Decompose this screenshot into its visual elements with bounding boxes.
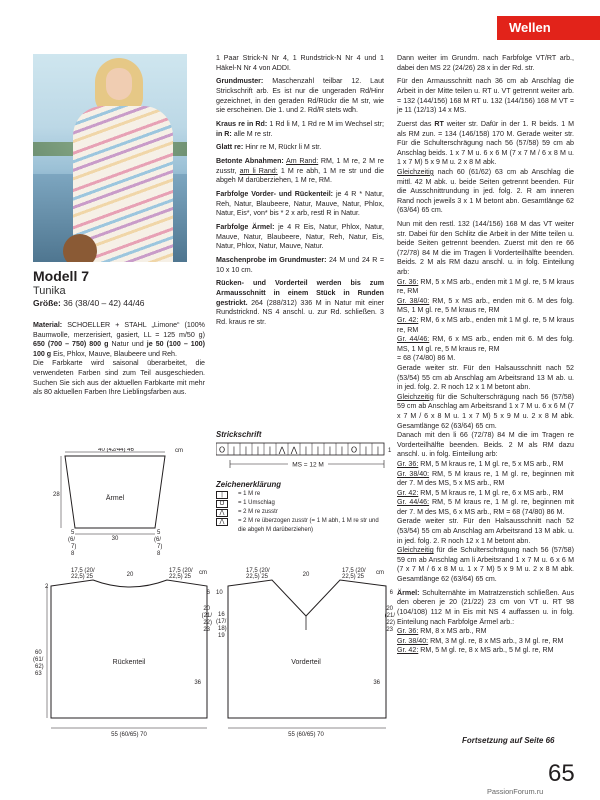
size-label: Gr. 38/40: <box>397 636 429 645</box>
back-r6: 6 <box>206 590 210 596</box>
model-title: Modell 7 <box>33 268 90 284</box>
kraus-label: Kraus re in Rd: <box>216 119 268 128</box>
photo-face <box>106 68 132 100</box>
sleeve-unit: cm <box>175 448 183 454</box>
back-sh2: 17,5 (20/ <box>169 568 193 574</box>
material-note: Die Farbkarte wird saisonal überarbeitet, die verwendeten Farben sind zum Teil ausgeschieden. Suchen Sie sich aus der aktuellen Farbkarte mit mehr als 80 aktuellen Farben Ihre Lieblingsfarben aus. <box>33 359 205 397</box>
back-r20: 20 <box>203 606 210 612</box>
sleeve-left-d: 8 <box>71 551 75 557</box>
front-l19: 19 <box>218 633 225 639</box>
size-label: Gr. 38/40: <box>397 469 430 478</box>
text-paragraph <box>397 120 574 216</box>
size-label: Gr. 42: <box>397 646 419 655</box>
front-name: Vorderteil <box>291 659 321 666</box>
k2tog-symbol-icon: ⋀ <box>216 509 228 517</box>
chart-row-number: 1 <box>388 448 392 454</box>
back-sh2b: 22,5) 25 <box>169 574 192 580</box>
back-l63: 63 <box>35 671 42 677</box>
material-amount-rest: Natur und <box>111 340 144 349</box>
farbfolge-arm-paragraph <box>216 223 384 252</box>
size-label: Gr. 38/40: <box>397 296 430 305</box>
text-span: für die Schulterschrägung nach 56 (57/58) 59 cm ab Anschlag am li Arbeitsrand 1 x 7 M u. 6 x 6 M (7 x 7 M / 6 x 8 M u. 1 x 7 M) 5 x 9 M u. 2 x 8 M abk. Gesamtlänge 62 (63/64) 65 cm. <box>397 546 574 584</box>
front-sh2: 17,5 (20/ <box>342 568 366 574</box>
yarn-over-symbol-icon: O <box>216 500 228 508</box>
back-r21: (21/ <box>201 613 212 619</box>
sleeve-schematic <box>33 448 193 560</box>
text-paragraph <box>397 220 574 585</box>
farbfolge-vr-paragraph <box>216 190 384 219</box>
strickschrift-title: Strickschrift <box>216 430 262 439</box>
page-number: 65 <box>548 760 575 787</box>
maschenprobe-paragraph <box>216 256 384 275</box>
text-span: Danach mit den li 66 (72/78) 84 M die im Tragen re Vorderteilhälfte beenden. Beids. 2 M als RM dazu anschl. u. in folg. Einteilung arb: <box>397 431 574 459</box>
text-span: Gerade weiter str. Für den Halsausschnitt nach 52 (53/54) 55 cm ab Anschlag am Arbeitsrand 13 M ab. u. in jed. folg. 2. R noch 12 x 1 M betont abn. <box>397 363 574 392</box>
legend-item <box>216 517 386 535</box>
chart-cell-symbol: ⋀ <box>290 445 298 455</box>
back-bottom: 55 (60/65) 70 <box>111 732 147 738</box>
abnahmen-rand-label: Am Rand: <box>286 157 319 166</box>
back-l60: 60 <box>35 650 42 656</box>
chart-cells <box>219 443 380 455</box>
knit-symbol-icon: | <box>216 491 228 499</box>
sleeve-left-a: 5 <box>71 530 75 536</box>
front-outline <box>228 580 386 718</box>
ruecken-vorder-label: Rücken- und Vorderteil werden bis zum Armausschnitt in einem Stück in Runden gestrickt. <box>216 279 384 307</box>
back-l61: (61/ <box>33 657 44 663</box>
text-bold: RT <box>434 119 444 128</box>
text-underline: Gleichzeitig <box>397 546 434 555</box>
sleeve-left-c: 7) <box>71 544 77 550</box>
sizes-label: Größe: <box>33 298 61 308</box>
size-label: Gr. 42: <box>397 488 419 497</box>
size-label: Gr. 36: <box>397 277 419 286</box>
kraus-r-text: alle M re str. <box>233 129 273 138</box>
text-span: weiter str. Dafür in der 1. R beids. 1 M als RM zun. = 134 (146/158) 170 M. Gerade weiter str. Für die Schulterschrägung nach 56 (57/58) 59 cm ab Anschlag beids. 1 x 7 M u. 6 x 6 M (7 x 7 M / 6 x 8 M u. 1 x 7 M) 5 x 9 M u. 2 x 8 M abk. <box>397 119 574 167</box>
text-span: für die Schulterschrägung nach 56 (57/58) 59 cm ab Anschlag am Arbeitsrand 1 x 7 M u. 6 x 6 M (7 x 7 M / 6 x 8 M u. 1 x 7 M) 5 x 9 M u. 2 x 8 M abk. Gesamtlänge 62 (63/64) 65 cm. <box>397 392 574 430</box>
sleeve-top-label: 40 (42/44) 46 <box>98 448 134 453</box>
sleeve-left-b: (6/ <box>68 537 76 543</box>
back-unit: cm <box>199 570 207 576</box>
ruecken-vorder-paragraph <box>216 279 384 327</box>
front-l17: (17/ <box>216 619 227 625</box>
front-r6: 6 <box>389 590 393 596</box>
material-amount: 650 (700 – 750) 800 g <box>33 340 109 349</box>
photo-guitar <box>63 234 97 262</box>
material-colors: Eis, Phlox, Mauve, Blaubeere und Reh. <box>53 349 177 358</box>
text-span: RM, 5 M kraus re, 1 M gl. re, beginnen mit der 7. M des MS, 6 x MS arb., RM = 68 (74/80) 86 M. <box>397 498 574 516</box>
chart-cell-symbol: | <box>364 445 368 455</box>
stitch-chart <box>216 442 398 472</box>
legend-text: = 2 M re zusstr <box>238 509 278 515</box>
chart-cell-symbol: | <box>268 445 272 455</box>
front-r21: (21/ <box>384 613 395 619</box>
front-sh1: 17,5 (20/ <box>246 568 270 574</box>
column-instructions <box>216 54 384 332</box>
ruecken-vorder-text: 264 (288/312) 336 M in Natur mit einer Rundstricknd. NS 4 anschl. u. zur Rd. schließen. 3 Rd. kraus re str. <box>216 298 384 326</box>
skpo-symbol-icon: ⋀ <box>216 518 228 526</box>
back-r36: 36 <box>194 680 201 686</box>
kraus-text: 1 Rd li M, 1 Rd re M im Wechsel str; <box>269 119 384 128</box>
chart-cell-symbol: | <box>340 445 344 455</box>
size-label: Gr. 36: <box>397 459 419 468</box>
abnahmen-rand-text: RM, 1 M re, 2 M re zusstr, <box>216 157 384 175</box>
chart-cell-symbol: ⋀ <box>278 445 286 455</box>
maschenprobe-label: Maschenprobe im Grundmuster: <box>216 256 327 264</box>
model-sizes <box>33 298 145 308</box>
chart-cell-symbol: O <box>218 445 226 455</box>
back-sh1b: 22,5) 25 <box>71 574 94 580</box>
legend-text: = 2 M re überzogen zusstr (= 1 M abh, 1 M re str und die abgeh M darüberziehen) <box>238 518 379 533</box>
text-paragraph: Für den Armausschnitt nach 36 cm ab Anschlag die Arbeit in der Mitte teilen u. RT u. VT getrennt weiter arb. = 132 (144/156) 168 M RT u. 132 (144/156) 168 M VT = je 11 (12/13) 14 x MS. <box>397 77 574 115</box>
needles-paragraph: 1 Paar Strick-N Nr 4, 1 Rundstrick-N Nr 4 und 1 Häkel-N Nr 4 von ADDI. <box>216 54 384 72</box>
material-text: SCHOELLER + STAHL „Limone“ (100% Baumwolle, merzerisiert, gasiert, LL = 125 m/50 g) <box>33 321 205 339</box>
back-l62: 62) <box>35 664 44 670</box>
abnahmen-label: Betonte Abnahmen: <box>216 157 284 166</box>
sleeve-bottom-label: 30 <box>111 536 119 542</box>
text-span: RM, 5 M gl. re, 8 x MS arb., 5 M gl. re, RM <box>420 646 554 655</box>
back-mid: 20 <box>126 572 134 578</box>
text-span: RM, 5 x MS arb., enden mit 1 M gl. re, 5 M kraus re, RM <box>397 277 574 296</box>
chart-cell-symbol: | <box>244 445 248 455</box>
sleeve-outline <box>65 456 165 528</box>
chart-cell-symbol: | <box>376 445 380 455</box>
legend-text: = 1 Umschlag <box>238 500 275 506</box>
front-l10: 10 <box>216 590 223 596</box>
glatt-paragraph <box>216 143 384 153</box>
sleeve-label: Ärmel: <box>397 588 420 597</box>
sleeve-height-label: 28 <box>53 492 60 498</box>
back-sh1: 17,5 (20/ <box>71 568 95 574</box>
kraus-r-label: in R: <box>216 129 232 138</box>
grundmuster-paragraph <box>216 77 384 115</box>
abnahmen-paragraph <box>216 157 384 186</box>
farbfolge-arm-label: Farbfolge Ärmel: <box>216 223 275 232</box>
legend <box>216 490 386 535</box>
sleeve-right-a: 5 <box>157 530 161 536</box>
legend-title: Zeichenerklärung <box>216 480 281 489</box>
text-paragraph <box>397 589 574 656</box>
front-r22: 22) <box>386 620 395 626</box>
front-bottom: 55 (60/65) 70 <box>288 732 324 738</box>
sleeve-right-b: (6/ <box>154 537 162 543</box>
legend-item <box>216 499 386 508</box>
legend-item <box>216 490 386 499</box>
text-span: RM, 5 M kraus re, 1 M gl. re, 5 x MS arb., RM <box>420 459 564 468</box>
kraus-paragraph <box>216 120 384 139</box>
text-paragraph: Dann weiter im Grundm. nach Farbfolge VT/RT arb., dabei den MS 22 (24/26) 28 x in der Rd. str. <box>397 54 574 72</box>
text-span: nach 60 (61/62) 63 cm ab Anschlag die mittl. 42 M abk. u. beide Seiten getrennt beenden. Für die Ausschnittrundung in jed. folg. 2. R am inneren Rand noch jeweils 3 x 1 M betont abn. Gesamtlänge 62 (63/64) 65 cm. <box>397 167 574 215</box>
front-l16: 16 <box>218 612 225 618</box>
back-name: Rückenteil <box>112 659 146 666</box>
text-span: Schulternähte im Matratzenstich schließen. Aus den oberen je 20 (21/22) 23 cm von VT u. RT 98 (104/108) 112 M in Eis mit NS 4 auffassen u. in folg. Einteilung nach Farbfolge Ärmel arb.: <box>397 588 574 626</box>
size-label: Gr. 42: <box>397 316 419 324</box>
material-paragraph <box>33 321 205 398</box>
text-span: RM, 3 M gl. re, 8 x MS arb., 3 M gl. re, RM <box>430 636 564 645</box>
sleeve-right-c: 7) <box>157 544 163 550</box>
text-span: = 68 (74/80) 86 M. <box>397 354 456 363</box>
front-r23: 23 <box>386 627 393 633</box>
chart-cell-symbol: | <box>316 445 320 455</box>
front-schematic <box>216 566 396 750</box>
front-mid: 20 <box>302 572 310 578</box>
abnahmen-li-text: 1 M re abh, 1 M re str und die abgeh M darüberziehen, 1 M re, RM. <box>216 166 384 185</box>
sleeve-right-d: 8 <box>157 551 161 557</box>
back-schematic <box>33 566 213 750</box>
text-span: RM, 5 M kraus re, 1 M gl. re, beginnen mit der 7. M des MS, 5 x MS arb., RM <box>397 469 574 488</box>
text-span: RM, 5 M kraus re, 1 M gl. re, 6 x MS arb., RM <box>420 488 564 497</box>
model-photo <box>33 54 187 262</box>
front-l18: 18) <box>218 626 227 632</box>
farbfolge-vr-text: je 4 R * Natur, Reh, Natur, Blaubeere, Natur, Mauve, Natur, Phlox, Natur, Eis*, von* bis * 2 x arb, restl R in Natur. <box>216 190 384 218</box>
chart-cell-symbol: | <box>328 445 332 455</box>
maschenprobe-text: 24 M und 24 R = 10 x 10 cm. <box>216 256 384 274</box>
text-span: Gerade weiter str. Für den Halsausschnitt nach 52 (53/54) 55 cm ab Anschlag am Arbeitsrand 13 M abk. u. in jed. folg. 2. R noch 12 x 1 M betont abn. <box>397 517 574 545</box>
text-span: RM, 5 x MS arb., enden mit 6. M des folg. MS, 1 M gl. re, 5 M kraus re, RM <box>397 296 574 315</box>
front-unit: cm <box>376 570 384 576</box>
legend-text: = 1 M re <box>238 491 261 497</box>
back-n2: 2 <box>45 584 49 590</box>
ms-label: MS = 12 M <box>292 461 324 469</box>
size-label: Gr. 36: <box>397 627 419 636</box>
glatt-label: Glatt re: <box>216 143 244 152</box>
back-r22: 22) <box>203 620 212 626</box>
size-label: Gr. 44/46: <box>397 498 430 507</box>
text-underline: Gleichzeitig <box>397 392 434 401</box>
text-span: RM, 6 x MS arb., enden mit 1 M gl. re, 5 M kraus re, RM <box>397 316 574 334</box>
chart-cell-symbol: O <box>350 445 358 455</box>
column-material <box>33 321 205 402</box>
abnahmen-li-label: am li Rand: <box>239 166 278 175</box>
sizes-value: 36 (38/40 – 42) 44/46 <box>63 298 145 308</box>
text-span: Nun mit den restl. 132 (144/156) 168 M das VT weiter str. Dabei für den Schlitz die Arbeit in der Mitte teilen u. beide Seiten getrennt beenden. Zuerst mit den re 66 (72/78) 84 M die im Tragen li Vorderteilhälfte beenden. Beids. 2 M als RM dazu anschl. u. in folg. Einteilung arb: <box>397 220 574 277</box>
front-sh2b: 22,5) 25 <box>342 574 365 580</box>
material-label: Material: <box>33 321 63 329</box>
chart-cell-symbol: | <box>256 445 260 455</box>
model-subtitle: Tunika <box>33 285 66 297</box>
back-outline <box>51 580 207 718</box>
front-sh1b: 22,5) 25 <box>246 574 269 580</box>
chart-cell-symbol: | <box>304 445 308 455</box>
continue-note: Fortsetzung auf Seite 66 <box>462 736 555 745</box>
farbfolge-arm-text: je 4 R Eis, Natur, Phlox, Natur, Mauve, Natur, Blaubeere, Natur, Reh, Natur, Eis, Natur, Phlox, Natur, Mauve, Natur. <box>216 223 384 251</box>
size-label: Gr. 44/46: <box>397 335 430 344</box>
text-span: Zuerst das <box>397 119 432 128</box>
text-span: RM, 6 x MS arb., enden mit 6. M des folg. MS, 1 M gl. re, 5 M kraus re, RM <box>397 335 574 353</box>
column-continued <box>397 54 574 660</box>
section-tab: Wellen <box>497 16 600 40</box>
grundmuster-label: Grundmuster: <box>216 77 264 86</box>
farbfolge-vr-label: Farbfolge Vorder- und Rückenteil: <box>216 190 334 199</box>
grundmuster-text: Maschenzahl teilbar 12. Laut Strickschrift arb. Es ist nur die ungeraden Rd/Hinr gezeichnet, in den geraden Rd/Rückr die M str, wie sie erscheinen. Die 1. und 2. Rd/R stets wdh. <box>216 77 384 115</box>
glatt-text: Hinr re M, Rückr li M str. <box>245 143 322 152</box>
front-r20: 20 <box>386 606 393 612</box>
material-each: je 50 (100 – 100) 100 g <box>33 340 205 358</box>
watermark: PassionForum.ru <box>487 787 544 796</box>
sleeve-name: Ärmel <box>105 495 125 502</box>
legend-item <box>216 508 386 517</box>
chart-cell-symbol: | <box>232 445 236 455</box>
back-r23: 23 <box>203 627 210 633</box>
text-underline: Gleichzeitig <box>397 167 434 176</box>
front-r36: 36 <box>373 680 380 686</box>
text-span: RM, 8 x MS arb., RM <box>420 627 487 636</box>
